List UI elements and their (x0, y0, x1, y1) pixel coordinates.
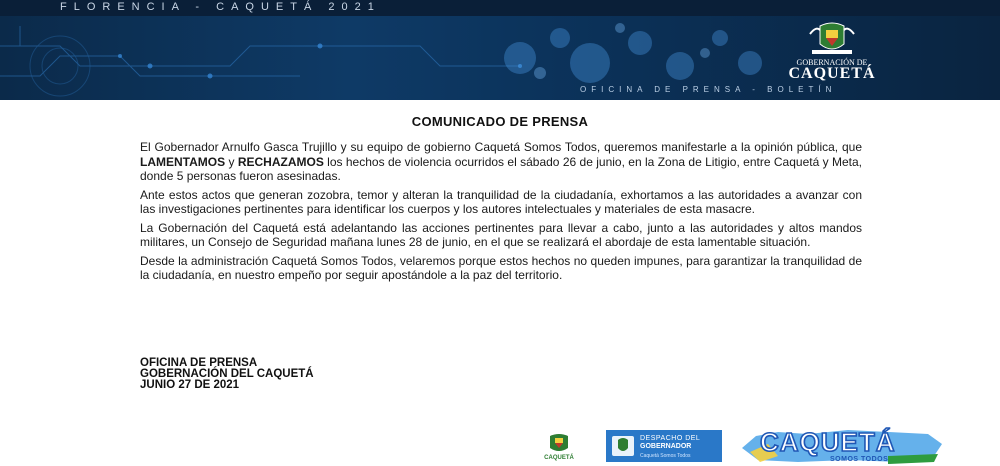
despacho-line-1: DESPACHO DEL (640, 435, 701, 442)
header-subtitle: OFICINA DE PRENSA - BOLETÍN (580, 85, 837, 94)
signature-line-2: GOBERNACIÓN DEL CAQUETÁ (140, 368, 314, 380)
paragraph-1 (140, 140, 862, 184)
paragraph-4: Desde la administración Caquetá Somos Todos, velaremos porque estos hechos no queden impunes, para garantizar la tranquilidad de la ciudadanía, en nuestro empeño por seguir apostándole a la paz del territorio. (140, 253, 862, 282)
paragraph-1-emphasis-rechazamos: RECHAZAMOS (237, 154, 324, 169)
gobernacion-logo (772, 20, 892, 90)
caqueta-somos-todos-logo (738, 426, 948, 466)
document-body (140, 140, 862, 287)
coat-of-arms-icon (772, 20, 892, 60)
despacho-gobernador-logo (606, 430, 722, 462)
bubble-pattern (480, 18, 780, 88)
paragraph-1-text-a: El Gobernador Arnulfo Gasca Trujillo y su equipo de gobierno Caquetá Somos Todos, queremos manifestarle a la opinión pública, que (140, 140, 862, 154)
document-title: COMUNICADO DE PRENSA (411, 114, 589, 129)
paragraph-1-text-c: y (225, 154, 238, 169)
signature-line-3: JUNIO 27 DE 2021 (140, 379, 240, 391)
caqueta-tagline: SOMOS TODOS (830, 456, 889, 463)
despacho-line-2: GOBERNADOR (640, 443, 692, 450)
header-banner (0, 0, 1000, 100)
footer-small-logo-text: CAQUETÁ (544, 455, 574, 461)
logo-line-2: CAQUETÁ (788, 65, 876, 82)
signature-block (140, 358, 314, 391)
paragraph-2: Ante estos actos que generan zozobra, temor y alteran la tranquilidad de la ciudadanía, exhortamos a las autoridades a avanzar con las investigaciones pertinentes para identificar los cuerpos y los autores intelectuales y materiales de esta masacre. (140, 187, 862, 216)
signature-line-1: OFICINA DE PRENSA (140, 357, 258, 369)
caqueta-wordmark: CAQUETÁ (760, 427, 896, 457)
header-top-strip (0, 0, 1000, 16)
coat-of-arms-icon (524, 432, 594, 462)
footer-small-logo (524, 432, 594, 462)
paragraph-1-emphasis-lamentamos: LAMENTAMOS (140, 154, 226, 169)
header-location: FLORENCIA - CAQUETÁ 2021 (60, 1, 381, 13)
paragraph-1-text-e: los hechos de violencia ocurridos el sábado 26 de junio, en la Zona de Litigio, entre Caquetá y Meta, donde 5 personas fueron asesinadas. (140, 154, 862, 183)
despacho-emblem-icon (608, 430, 638, 462)
despacho-line-3: Caquetá Somos Todos (640, 453, 691, 459)
paragraph-3: La Gobernación del Caquetá está adelantando las acciones pertinentes para llevar a cabo, junto a las autoridades y altos mandos militares, un Consejo de Seguridad mañana lunes 28 de junio, en el que se realizará el abordaje de esta lamentable situación. (140, 220, 862, 249)
logo-line-1: GOBERNACIÓN DE (796, 58, 868, 67)
